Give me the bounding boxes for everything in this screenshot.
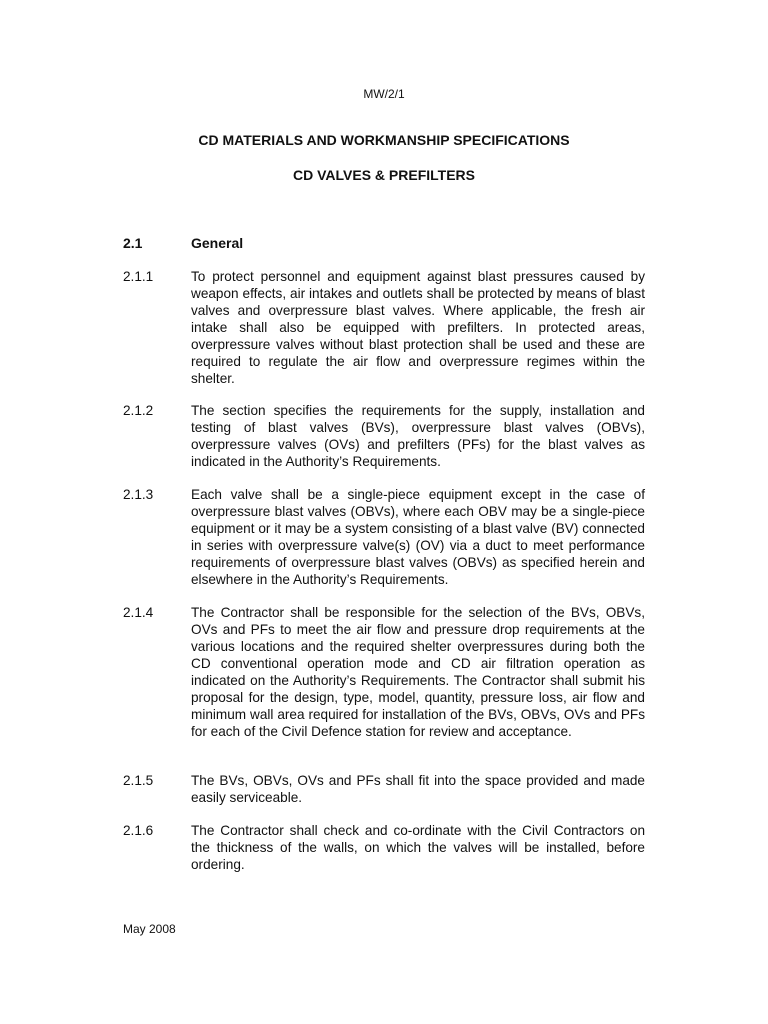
clause-2-1-4 <box>123 604 645 740</box>
clause-text: Each valve shall be a single-piece equipment except in the case of overpressure blast valves (OBVs), where each OBV may be a single-piece equipment or it may be a system consisting of a blast valve (BV) connected in series with overpressure valve(s) (OV) via a duct to meet performance requirements of overpressure blast valves (OBVs) as specified herein and elsewhere in the Authority’s Requirements. <box>191 487 645 587</box>
clause-text: The Contractor shall check and co-ordinate with the Civil Contractors on the thickness of the walls, on which the valves will be installed, before ordering. <box>191 823 645 872</box>
section-number: 2.1 <box>123 235 143 251</box>
clause-number: 2.1.2 <box>123 403 154 418</box>
clause-2-1-2 <box>123 402 645 470</box>
footer-date: May 2008 <box>123 922 176 936</box>
clause-number: 2.1.6 <box>123 823 154 838</box>
document-code: MW/2/1 <box>363 87 405 101</box>
document-title: CD MATERIALS AND WORKMANSHIP SPECIFICATIONS <box>198 132 570 148</box>
clause-number: 2.1.4 <box>123 605 154 620</box>
section-heading <box>123 235 243 251</box>
section-title: General <box>191 235 244 251</box>
clause-number: 2.1.5 <box>123 773 154 788</box>
clause-number: 2.1.3 <box>123 487 154 502</box>
clause-2-1-1 <box>123 268 645 387</box>
clause-number: 2.1.1 <box>123 269 154 284</box>
clause-2-1-6 <box>123 822 645 873</box>
clause-text: To protect personnel and equipment against blast pressures caused by weapon effects, air intakes and outlets shall be protected by means of blast valves and overpressure blast valves. Where applicable, the fresh air intake shall also be equipped with prefilters. In protected areas, overpressure valves without blast protection shall be used and these are required to regulate the air flow and overpressure regimes within the shelter. <box>191 269 645 386</box>
clause-text: The section specifies the requirements for the supply, installation and testing of blast valves (BVs), overpressure blast valves (OBVs), overpressure valves (OVs) and prefilters (PFs) for the blast valves as indicated in the Authority’s Requirements. <box>191 403 645 469</box>
clause-2-1-3 <box>123 486 645 588</box>
clause-text: The BVs, OBVs, OVs and PFs shall fit into the space provided and made easily serviceable. <box>191 773 645 805</box>
clause-text: The Contractor shall be responsible for the selection of the BVs, OBVs, OVs and PFs to meet the air flow and pressure drop requirements at the various locations and the required shelter overpressures during both the CD conventional operation mode and CD air filtration operation as indicated on the Authority’s Requirements. The Contractor shall submit his proposal for the design, type, model, quantity, pressure loss, air flow and minimum wall area required for installation of the BVs, OBVs, OVs and PFs for each of the Civil Defence station for review and acceptance. <box>191 605 645 739</box>
clause-2-1-5 <box>123 772 645 806</box>
document-subtitle: CD VALVES & PREFILTERS <box>292 167 475 183</box>
